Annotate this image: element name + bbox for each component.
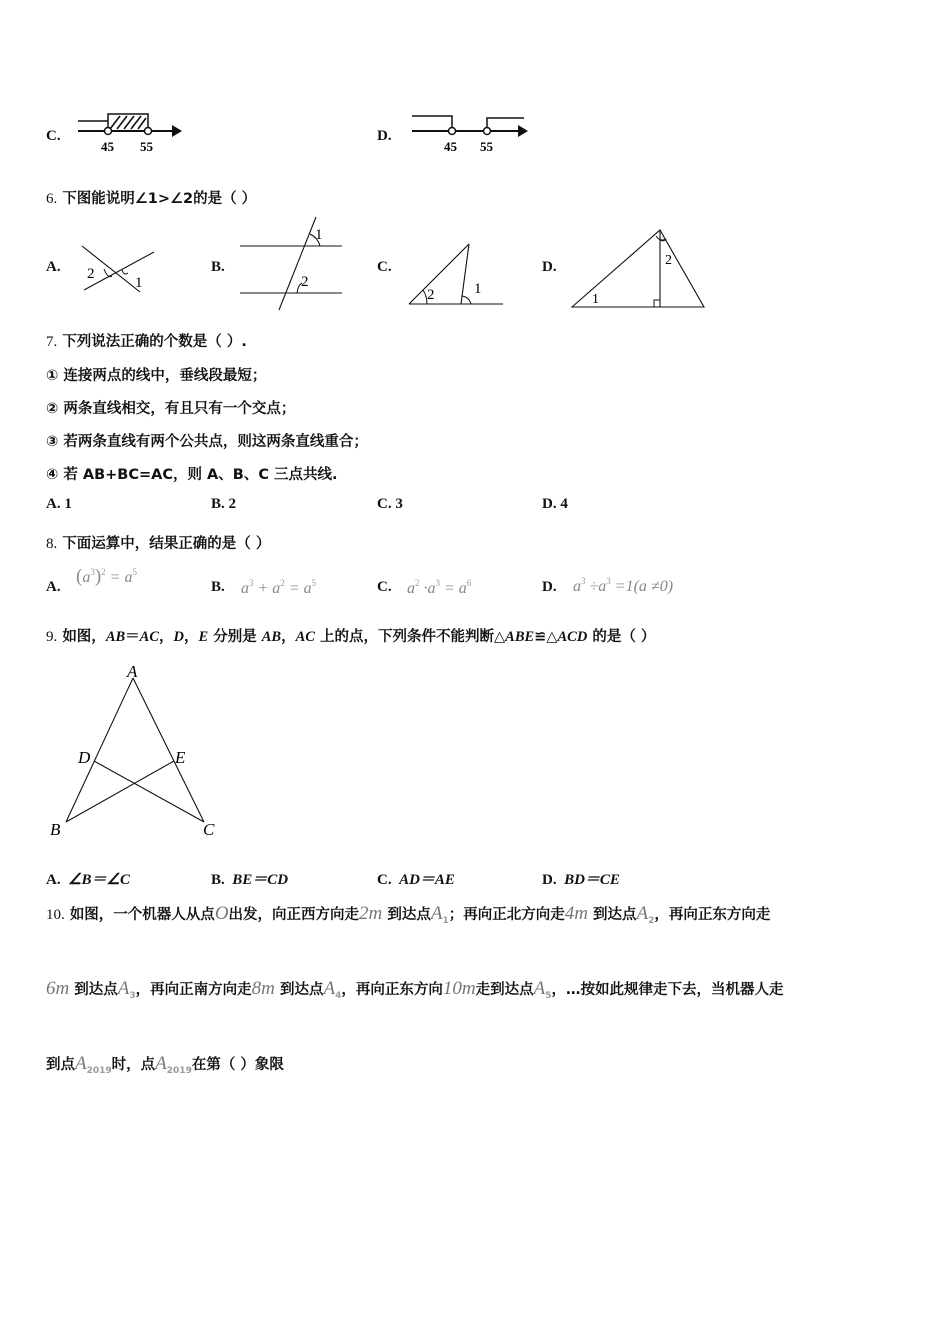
q8-option-b-expr (241, 578, 316, 598)
q9-stem-ab: AB (105, 629, 126, 645)
q9-triangle-figure (44, 660, 234, 845)
q8-c-e1: 2 (415, 578, 420, 588)
q8-c-term1: a (407, 580, 415, 597)
q5-c-tick-45: 45 (101, 139, 114, 154)
q7-stem (46, 330, 247, 351)
q9-stem-ab2: AB (261, 629, 282, 645)
q8-number: 8. (46, 536, 58, 552)
q10-point-a2-sub: 2 (648, 916, 655, 926)
q5-option-d-label: D. (377, 128, 392, 144)
q7-statement-3: ③ 若两条直线有两个公共点，则这两条直线重合； (46, 434, 368, 450)
q6-figure-c (405, 240, 505, 310)
q6-c-angle1: 1 (474, 281, 482, 297)
q7-option-a (46, 496, 72, 513)
q9-option-a-text: ∠B＝∠C (68, 872, 130, 888)
q10-point-a2019-b-sub: 2019 (166, 1066, 192, 1076)
q9-stem-mid3: 分别是 (208, 629, 262, 645)
q8-c-e2: 3 (435, 578, 440, 588)
q8-c-mid: ·a (419, 580, 436, 597)
q10-l2-t6: ，…按如此规律走下去，当机器人走 (551, 982, 784, 998)
q9-option-b (211, 868, 288, 889)
q9-stem-comma2: ， (183, 629, 199, 645)
q10-point-a3: A (117, 978, 130, 999)
q9-stem-ac2: AC (295, 629, 315, 645)
q9-stem-acd: ACD (557, 629, 588, 645)
q6-d-angle2: 2 (665, 253, 672, 268)
q10-l1-t6: ，再向正东方向走 (654, 907, 771, 923)
q10-l1-t3: 到达点 (387, 907, 431, 923)
q8-option-c-label: C. (377, 579, 392, 595)
q10-l3-t1: 到点 (46, 1057, 75, 1073)
q10-l3-t2: 时，点 (111, 1057, 156, 1073)
q10-point-a3-sub: 3 (129, 991, 136, 1001)
q8-option-c-expr (407, 578, 471, 598)
q7-number: 7. (46, 334, 58, 350)
q9-stem-eq: ＝ (125, 629, 140, 645)
q6-figure-d (568, 226, 708, 312)
q8-d-e2: 3 (606, 576, 611, 586)
q9-option-d (542, 868, 620, 889)
q9-stem-ac: AC (139, 629, 159, 645)
q10-point-a1-sub: 1 (442, 916, 449, 926)
q7-option-b-label: B. (211, 496, 225, 512)
q10-point-a5-sub: 5 (545, 991, 552, 1001)
q6-option-a-label: A. (46, 259, 61, 275)
q9-stem-pre: 如图， (62, 629, 106, 645)
q6-option-d-label: D. (542, 259, 557, 275)
q10-l2-t5: 走到达点 (475, 982, 534, 998)
q7-statement-1: ① 连接两点的线中，垂线段最短； (46, 368, 267, 384)
q9-option-a-label: A. (46, 872, 61, 888)
q7-option-a-label: A. (46, 496, 61, 512)
q6-c-angle2: 2 (427, 287, 435, 303)
q10-l2-t1: 到达点 (74, 982, 118, 998)
q8-c-e3: 6 (466, 578, 472, 588)
q5-option-c-number-line (74, 104, 184, 156)
q10-l1-t2: 出发，向正西方向走 (228, 907, 360, 923)
q10-point-a5: A (533, 978, 546, 999)
q10-point-a4-sub: 4 (335, 991, 342, 1001)
q7-option-c-text: 3 (395, 496, 403, 512)
q8-option-d-label: D. (542, 579, 557, 595)
q9-stem (46, 625, 655, 646)
q10-l1-t5: 到达点 (593, 907, 637, 923)
q8-b-mid: + a (253, 580, 281, 597)
q9-stem-e: E (198, 629, 209, 645)
q9-stem-abe: ABE (505, 629, 535, 645)
q8-c-rhs: = a (440, 580, 467, 597)
q6-d-angle1: 1 (592, 292, 599, 307)
q6-b-angle2: 2 (301, 274, 309, 290)
q8-b-e1: 3 (249, 578, 254, 588)
q5-d-tick-55: 55 (480, 139, 493, 154)
q9-point-b: B (50, 820, 61, 839)
q7-option-c (377, 496, 403, 513)
q7-option-d-text: 4 (560, 496, 568, 512)
q7-option-b (211, 496, 236, 513)
q8-a-base: a (82, 569, 91, 586)
q8-d-mid: ÷a (585, 578, 607, 595)
q8-b-e2: 2 (280, 578, 285, 588)
q8-option-a-expr: $(a^3)^2 = a^5$ (76, 566, 137, 587)
q9-stem-mid5: 上的点，下列条件不能判断△ (314, 629, 506, 645)
q7-statement-4: ④ 若 AB+BC=AC，则 A、B、C 三点共线. (46, 467, 338, 483)
q5-d-tick-45: 45 (444, 139, 457, 154)
q8-a-rhs: = a (109, 569, 133, 586)
q9-number: 9. (46, 629, 58, 645)
q8-d-e1: 3 (581, 576, 586, 586)
q8-option-a-label: A. (46, 579, 61, 595)
q9-option-b-label: B. (211, 872, 225, 888)
q9-stem-congruent: ≌△ (534, 629, 558, 645)
q10-line-3 (46, 1053, 284, 1076)
q7-option-d (542, 496, 568, 513)
q10-l1-t1: 如图，一个机器人从点 (69, 907, 215, 923)
q10-number: 10. (46, 907, 65, 923)
q10-point-a1: A (430, 903, 443, 924)
q9-stem-comma3: ， (281, 629, 296, 645)
q9-point-a: A (127, 662, 138, 681)
q9-option-d-text: BD＝CE (564, 872, 620, 888)
q8-stem (46, 532, 270, 553)
q10-point-a2: A (636, 903, 649, 924)
q10-l3-t3: 在第（ ）象限 (191, 1057, 284, 1073)
q10-line-1 (46, 903, 770, 926)
q10-point-a2019: A (75, 1053, 87, 1074)
q10-l2-t4: ，再向正东方向 (341, 982, 443, 998)
q8-d-term1: a (573, 578, 581, 595)
q7-option-b-text: 2 (228, 496, 237, 512)
q9-option-c-label: C. (377, 872, 392, 888)
q6-a-angle2: 2 (87, 266, 95, 282)
q7-statement-2: ② 两条直线相交，有且只有一个交点； (46, 401, 296, 417)
q10-point-a4: A (323, 978, 336, 999)
q7-stem-text: 下列说法正确的个数是（ ）. (62, 334, 247, 350)
q9-stem-end: 的是（ ） (587, 629, 656, 645)
q9-option-a (46, 868, 130, 889)
q10-l2-t2: ，再向正南方向走 (135, 982, 252, 998)
q10-line-2 (46, 978, 783, 1001)
q6-b-angle1: 1 (315, 227, 323, 243)
q6-a-angle1: 1 (135, 275, 143, 291)
q10-l1-t4: ；再向正北方向走 (448, 907, 565, 923)
q9-option-b-text: BE＝CD (232, 872, 289, 888)
q9-point-d: D (78, 748, 91, 767)
q8-a-exp2: 2 (101, 567, 106, 577)
q8-d-rhs: =1(a ≠0) (610, 578, 674, 595)
q5-option-d-number-line (408, 104, 532, 156)
q10-dist-8m: 8m (251, 978, 275, 999)
q7-option-d-label: D. (542, 496, 557, 512)
q8-b-term1: a (241, 580, 249, 597)
q9-stem-comma1: ， (159, 629, 174, 645)
q10-dist-10m: 10m (442, 978, 476, 999)
q8-a-exp1: 3 (90, 567, 95, 577)
q6-figure-b (236, 214, 346, 312)
q10-dist-6m: 6m (46, 978, 70, 999)
q9-point-e: E (175, 748, 186, 767)
q10-l2-t3: 到达点 (279, 982, 324, 998)
q10-dist-4m: 4m (564, 903, 588, 924)
q10-point-a2019-b: A (155, 1053, 167, 1074)
q9-option-d-label: D. (542, 872, 557, 888)
q8-b-rhs: = a (284, 580, 312, 597)
q9-option-c-text: AD＝AE (399, 872, 455, 888)
q5-c-tick-55: 55 (140, 139, 153, 154)
q8-option-d-expr (573, 576, 673, 596)
q9-point-c: C (203, 820, 215, 839)
q8-b-e3: 5 (311, 578, 317, 588)
q7-option-a-text: 1 (64, 496, 72, 512)
q6-option-b-label: B. (211, 259, 225, 275)
q5-option-c-label: C. (46, 128, 61, 144)
q8-a-rhs-exp: 5 (132, 567, 137, 577)
q10-point-o: O (214, 903, 229, 924)
q6-stem (46, 187, 256, 208)
q6-stem-text: 下图能说明∠1>∠2的是（ ） (62, 191, 257, 207)
q8-stem-text: 下面运算中，结果正确的是（ ） (62, 536, 271, 552)
q8-option-b-label: B. (211, 579, 225, 595)
q7-option-c-label: C. (377, 496, 392, 512)
q6-number: 6. (46, 191, 58, 207)
q6-figure-a (78, 240, 158, 295)
q6-option-c-label: C. (377, 259, 392, 275)
q10-point-a2019-sub: 2019 (86, 1066, 112, 1076)
q10-dist-2m: 2m (359, 903, 383, 924)
q9-stem-d: D (173, 629, 184, 645)
q9-option-c (377, 868, 455, 889)
